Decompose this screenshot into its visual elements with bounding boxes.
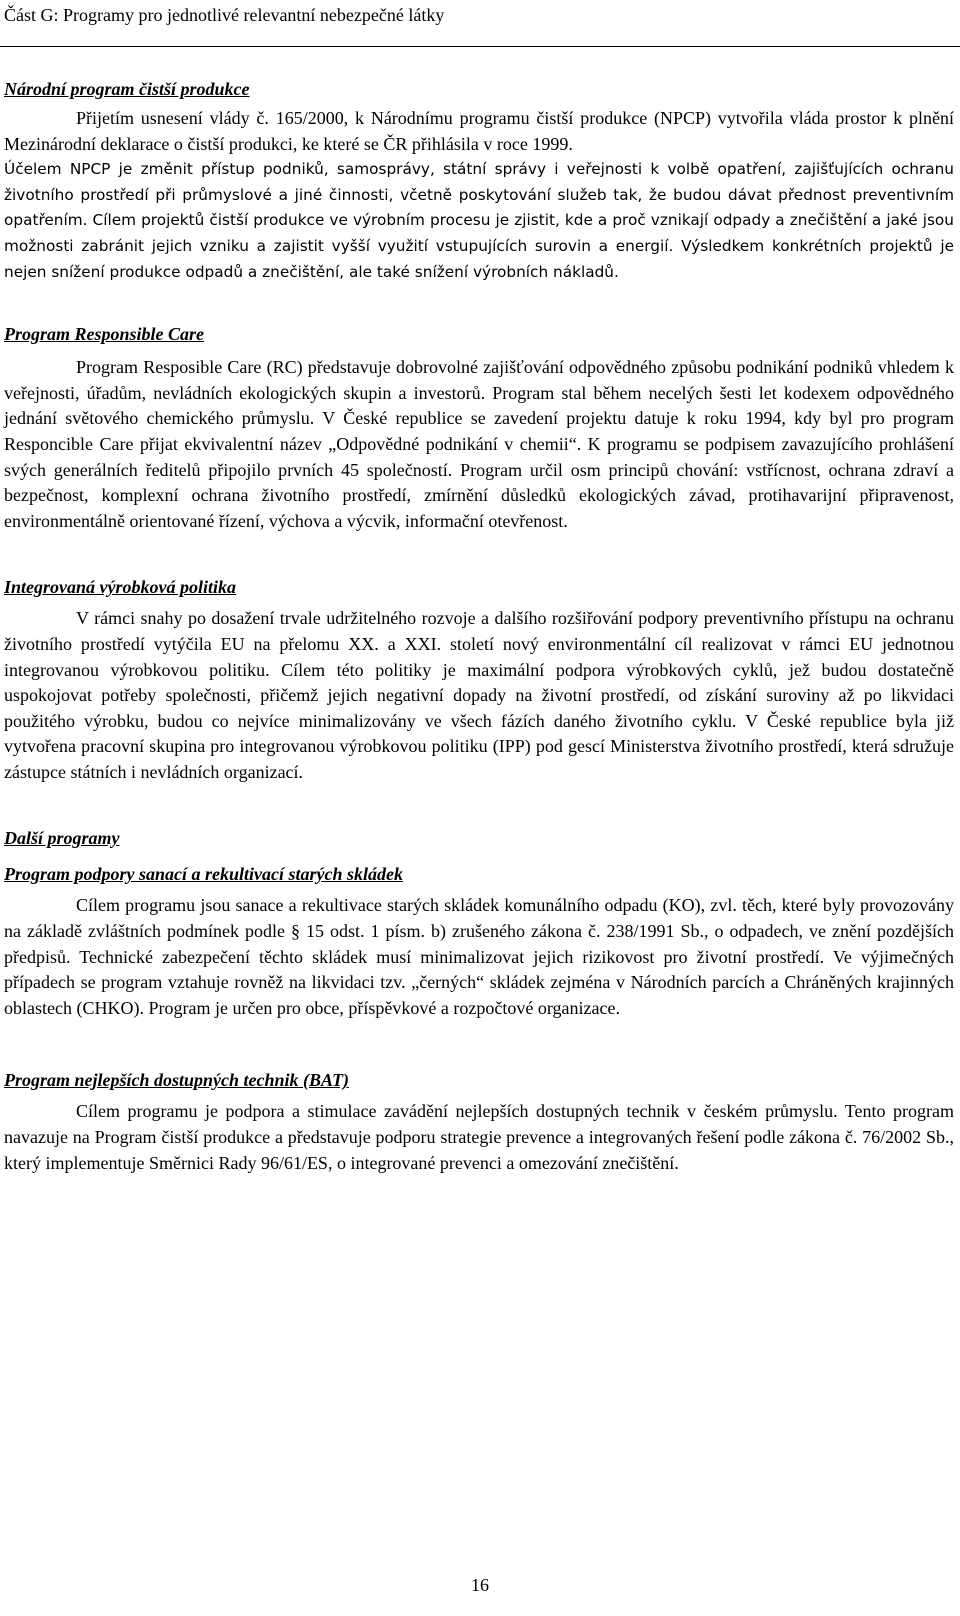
section-npcp bbox=[4, 78, 954, 285]
paragraph-ipp: V rámci snahy po dosažení trvale udržitelného rozvoje a dalšího rozšiřování podpory preventivního přístupu na ochranu životního prostředí vytýčila EU na přelomu XX. a XXI. století nový environmentální cíl realizovat v rámci EU jednotnou integrovanou výrobkovou politiku. Cílem této politiky je maximální podpora výrobkových cyklů, jež budou dostatečně uspokojovat potřeby společnosti, přičemž jejich negativní dopady na životní prostředí, od získání suroviny až po likvidaci použitého výrobku, budou co nejvíce minimalizovány ve všech fázích daného životního cyklu. V České republice byla již vytvořena pracovní skupina pro integrovanou výrobkovou politiku (IPP) pod gescí Ministerstva životního prostředí, která sdružuje zástupce státních i nevládních organizací. bbox=[4, 608, 954, 782]
section-title-ipp: Integrovaná výrobková politika bbox=[4, 577, 236, 598]
paragraph-responsible-care: Program Resposible Care (RC) představuje dobrovolné zajišťování odpovědného způsobu podnikání podniků vhledem k veřejnosti, úřadům, nevládních ekologických skupin a investorů. Program stal během necelých šesti let kodexem odpovědného jednání světového chemického průmyslu. V České republice se zavedení projektu datuje k roku 1994, kdy byl pro program Responcible Care přijat ekvivalentní název „Odpovědné podnikání v chemii“. K programu se podpisem zavazujícího prohlášení svých generálních ředitelů připojilo prvních 45 společností. Program určil osm principů chování: vstřícnost, ochrana zdraví a bezpečnost, komplexní ochrana životního prostředí, zmírnění důsledků ekologických závad, protihavarijní připravenost, environmentálně orientované řízení, výchova a výcvik, informační otevřenost. bbox=[4, 357, 954, 531]
section-ipp bbox=[4, 576, 954, 785]
paragraph-npcp-1: Přijetím usnesení vlády č. 165/2000, k Národnímu programu čistší produkce (NPCP) vytvořila vláda prostor k plnění Mezinárodní deklarace o čistší produkci, ke které se ČR přihlásila v roce 1999. bbox=[4, 108, 954, 154]
section-title-other-programs: Další programy bbox=[4, 828, 120, 849]
page-content bbox=[4, 78, 954, 1176]
section-title-npcp: Národní program čistší produkce bbox=[4, 79, 250, 99]
paragraph-npcp-2: Účelem NPCP je změnit přístup podniků, samosprávy, státní správy i veřejnosti k volbě opatření, zajišťujících ochranu životního prostředí při průmyslové a jiné činnosti, včetně poskytování služeb tak, že budou dávat přednost preventivním opatřením. Cílem projektů čistší produkce ve výrobním procesu je zjistit, kde a proč vznikají odpady a znečištění a jaké jsou možnosti zabránit jejich vzniku a zajistit vyšší využití vstupujících surovin a energií. Výsledkem konkrétních projektů je nejen snížení produkce odpadů a znečištění, ale také snížení výrobních nákladů. bbox=[4, 160, 954, 281]
paragraph-bat: Cílem programu je podpora a stimulace zavádění nejlepších dostupných technik v českém průmyslu. Tento program navazuje na Program čistší produkce a představuje podporu strategie prevence a integrovaných řešení podle zákona č. 76/2002 Sb., který implementuje Směrnici Rady 96/61/ES, o integrované prevenci a omezování znečištění. bbox=[4, 1101, 954, 1173]
page-header: Část G: Programy pro jednotlivé relevantní nebezpečné látky bbox=[4, 5, 445, 25]
section-title-bat: Program nejlepších dostupných technik (BAT) bbox=[4, 1070, 350, 1091]
header-rule bbox=[0, 46, 960, 47]
paragraph-sanace: Cílem programu jsou sanace a rekultivace starých skládek komunálního odpadu (KO), zvl. těch, které byly provozovány na základě zvláštních podmínek podle § 15 odst. 1 písm. b) zrušeného zákona č. 238/1991 Sb., o odpadech, ve znění pozdějších předpisů. Technické zabezpečení těchto skládek musí minimalizovat jejich rizikovost pro životní prostředí. Ve výjimečných případech se program vztahuje rovněž na likvidaci tzv. „černých“ skládek zejména v Národních parcích a Chráněných krajinných oblastech (CHKO). Program je určen pro obce, příspěvkové a rozpočtové organizace. bbox=[4, 895, 954, 1018]
section-sanace bbox=[4, 863, 954, 1021]
section-title-sanace: Program podpory sanací a rekultivací starých skládek bbox=[4, 864, 403, 885]
page-number: 16 bbox=[471, 1575, 489, 1595]
section-responsible-care bbox=[4, 323, 954, 534]
section-other-programs bbox=[4, 827, 954, 849]
section-title-responsible-care: Program Responsible Care bbox=[4, 324, 205, 345]
section-bat bbox=[4, 1069, 954, 1176]
